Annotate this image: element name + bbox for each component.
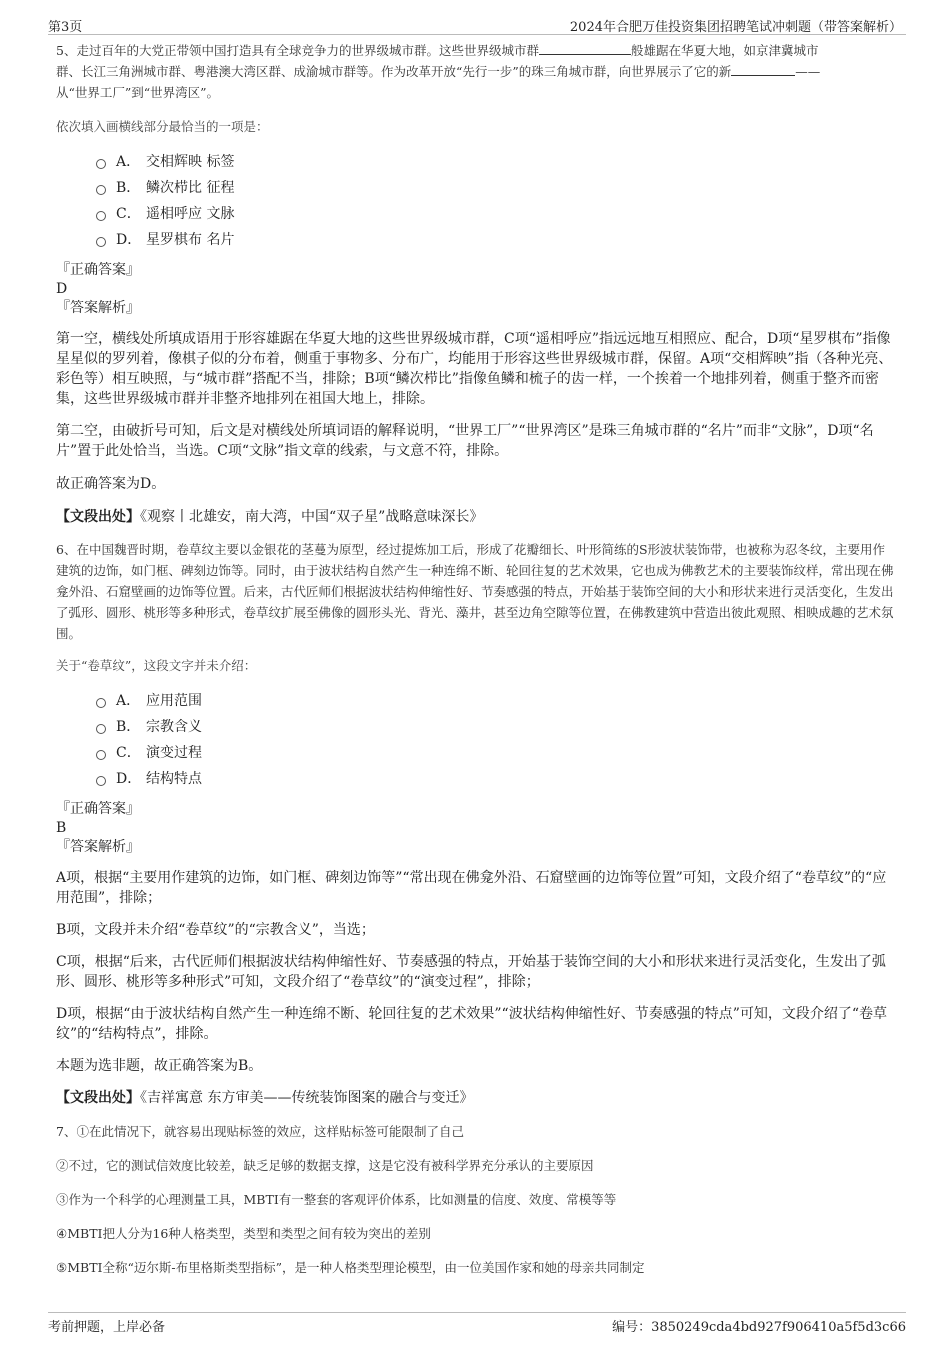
analysis-paragraph: 本题为选非题，故正确答案为B。 — [56, 1058, 263, 1074]
document-title: 2024年合肥万佳投资集团招聘笔试冲刺题（带答案解析） — [569, 20, 902, 35]
option-a[interactable]: A． 应用范围 — [96, 688, 896, 714]
option-a[interactable]: A． 交相辉映 标签 — [96, 149, 896, 175]
analysis-label: 『答案解析』 — [56, 839, 140, 855]
analysis-paragraph: D项，根据“由于波状结构自然产生一种连绵不断、轮回往复的艺术效果”“波状结构伸缩性好、节奏感强的特点”可知，文段介绍了“卷草纹”的“结构特点”，排除。 — [56, 1006, 888, 1042]
option-d[interactable]: D． 星罗棋布 名片 — [96, 227, 896, 253]
answer-value: B — [56, 820, 67, 836]
option-c[interactable]: C． 遥相呼应 文脉 — [96, 201, 896, 227]
source-citation: 【文段出处】《观察丨北雄安，南大湾，中国“双子星”战略意味深长》 — [56, 509, 484, 525]
sentence-item: ④MBTI把人分为16种人格类型，类型和类型之间有较为突出的差别 — [56, 1226, 431, 1241]
question-5 — [56, 40, 896, 527]
answer-label: 『正确答案』 — [56, 801, 140, 817]
question-6-options — [56, 688, 896, 792]
document-id: 编号：3850249cda4bd927f906410a5f5d3c66 — [612, 1320, 906, 1335]
analysis-paragraph: C项，根据“后来，古代匠师们根据波状结构伸缩性好、节奏感强的特点，开始基于装饰空间的大小和形状来进行灵活变化，生发出了弧形、圆形、桃形等多种形式”可知，文段介绍了“卷草纹”的“演变过程”，排除； — [56, 954, 886, 990]
question-5-options — [56, 149, 896, 253]
radio-icon[interactable] — [96, 211, 106, 221]
question-5-prompt: 依次填入画横线部分最恰当的一项是： — [56, 119, 269, 134]
blank-2 — [731, 63, 795, 76]
radio-icon[interactable] — [96, 750, 106, 760]
page-footer — [48, 1312, 906, 1337]
answer-label: 『正确答案』 — [56, 262, 140, 278]
question-7 — [56, 1122, 896, 1276]
option-b[interactable]: B． 宗教含义 — [96, 714, 896, 740]
question-6-prompt: 关于“卷草纹”，这段文字并未介绍： — [56, 658, 257, 673]
question-6-text: 6、在中国魏晋时期，卷草纹主要以金银花的茎蔓为原型，经过提炼加工后，形成了花瓣细长、叶形简练的S形波状装饰带，也被称为忍冬纹，主要用作建筑的边饰，如门框、碑刻边饰等。同时，由于波状结构自然产生一种连绵不断、轮回往复的艺术效果，它也成为佛教艺术的主要装饰纹样，常出现在佛龛外沿、石窟壁画的边饰等位置。后来，古代匠师们根据波状结构伸缩性好、节奏感强的特点，开始基于装饰空间的大小和形状来进行灵活变化，生发出了弧形、圆形、桃形等多种形式，卷草纹扩展至佛像的圆形头光、背光、藻井，甚至边角空隙等位置，在佛教建筑中营造出彼此观照、相映成趣的艺术氛围。 — [56, 542, 894, 641]
option-d[interactable]: D． 结构特点 — [96, 766, 896, 792]
analysis-paragraph: A项，根据“主要用作建筑的边饰，如门框、碑刻边饰等”“常出现在佛龛外沿、石窟壁画的边饰等位置”可知，文段介绍了“卷草纹”的“应用范围”，排除； — [56, 870, 887, 906]
radio-icon[interactable] — [96, 159, 106, 169]
analysis-paragraph: 第一空，横线处所填成语用于形容雄踞在华夏大地的这些世界级城市群，C项“遥相呼应”指远远地互相照应、配合，D项“星罗棋布”指像星星似的罗列着，像棋子似的分布着，侧重于事物多、分布广，均能用于形容这些世界级城市群，保留。A项“交相辉映”指（各种光亮、彩色等）相互映照，与“城市群”搭配不当，排除；B项“鳞次栉比”指像鱼鳞和梳子的齿一样，一个挨着一个地排列着，侧重于整齐而密集，这些世界级城市群并非整齐地排列在祖国大地上，排除。 — [56, 331, 893, 407]
radio-icon[interactable] — [96, 185, 106, 195]
option-c[interactable]: C． 演变过程 — [96, 740, 896, 766]
radio-icon[interactable] — [96, 698, 106, 708]
question-6 — [56, 539, 896, 1108]
radio-icon[interactable] — [96, 724, 106, 734]
blank-1 — [539, 42, 631, 55]
radio-icon[interactable] — [96, 776, 106, 786]
page-content — [56, 40, 896, 1276]
analysis-label: 『答案解析』 — [56, 300, 140, 316]
page-number: 第3页 — [48, 20, 83, 35]
radio-icon[interactable] — [96, 237, 106, 247]
sentence-item: ②不过，它的测试信效度比较差，缺乏足够的数据支撑，这是它没有被科学界充分承认的主要原因 — [56, 1158, 594, 1173]
analysis-paragraph: 第二空，由破折号可知，后文是对横线处所填词语的解释说明，“世界工厂”“世界湾区”是珠三角城市群的“名片”而非“文脉”，D项“名片”置于此处恰当，当选。C项“文脉”指文章的线索，与文意不符，排除。 — [56, 423, 874, 459]
sentence-item: ⑤MBTI全称“迈尔斯-布里格斯类型指标”，是一种人格类型理论模型，由一位美国作家和她的母亲共同制定 — [56, 1260, 645, 1275]
page-header — [48, 14, 906, 35]
answer-value: D — [56, 281, 68, 297]
sentence-item: 7、①在此情况下，就容易出现贴标签的效应，这样贴标签可能限制了自己 — [56, 1124, 464, 1139]
option-b[interactable]: B． 鳞次栉比 征程 — [96, 175, 896, 201]
analysis-paragraph: 故正确答案为D。 — [56, 476, 166, 492]
question-5-text: 5、走过百年的大党正带领中国打造具有全球竞争力的世界级城市群。这些世界级城市群 般雄踞在华夏大地，如京津冀城市 群、长江三角洲城市群、粤港澳大湾区群、成渝城市群等。作为改革开放“先行一步”的珠三角城市群，向世界展示了它的新 —— 从“世界工厂”到“世界湾区”。 — [56, 43, 821, 100]
source-citation: 【文段出处】《吉祥寓意 东方审美——传统装饰图案的融合与变迁》 — [56, 1090, 474, 1106]
footer-slogan: 考前押题，上岸必备 — [48, 1320, 166, 1335]
sentence-item: ③作为一个科学的心理测量工具，MBTI有一整套的客观评价体系，比如测量的信度、效度、常模等等 — [56, 1192, 617, 1207]
analysis-paragraph: B项，文段并未介绍“卷草纹”的“宗教含义”，当选； — [56, 922, 375, 938]
